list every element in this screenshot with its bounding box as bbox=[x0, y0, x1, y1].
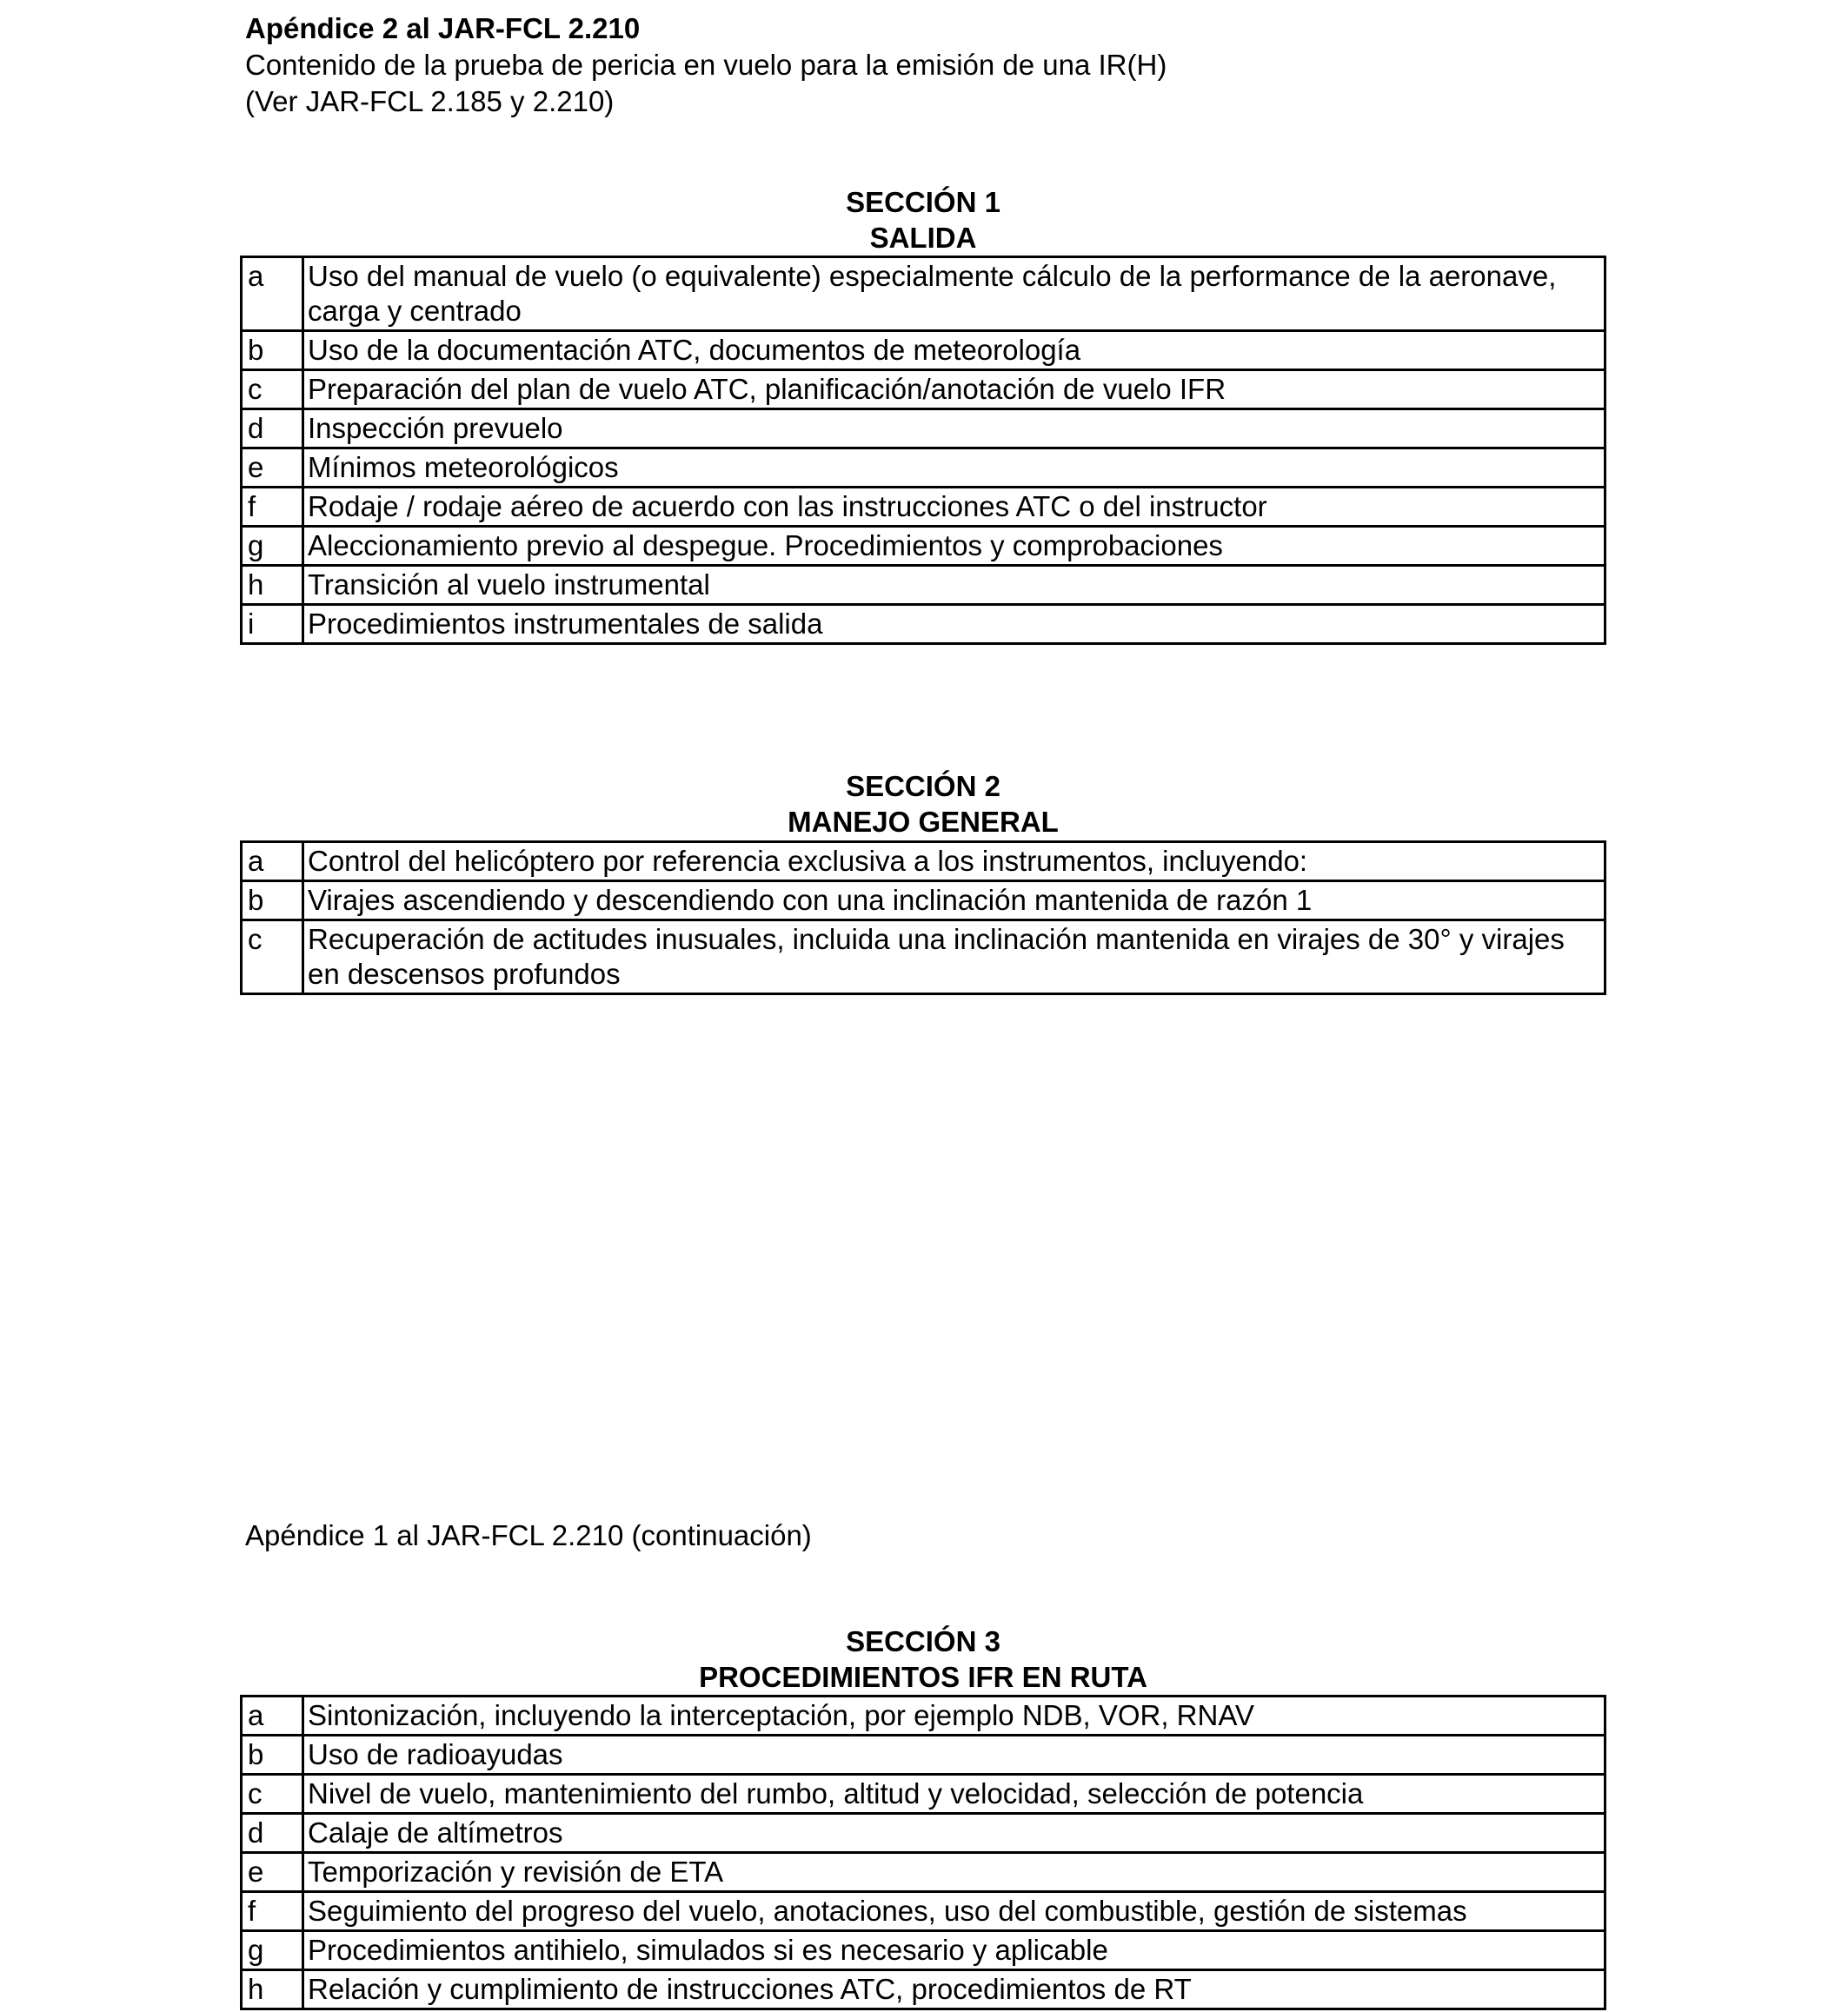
item-text: Inspección prevuelo bbox=[303, 409, 1605, 448]
section-2-name: MANEJO GENERAL bbox=[788, 806, 1059, 838]
table-row bbox=[242, 331, 1605, 370]
item-letter: d bbox=[242, 1814, 303, 1853]
section-3-table bbox=[240, 1695, 1606, 2010]
item-text: Transición al vuelo instrumental bbox=[303, 566, 1605, 605]
table-row bbox=[242, 1814, 1605, 1853]
item-letter: b bbox=[242, 1736, 303, 1775]
section-2-table bbox=[240, 840, 1606, 995]
section-3-number: SECCIÓN 3 bbox=[846, 1625, 1000, 1657]
table-row bbox=[242, 881, 1605, 920]
item-letter: b bbox=[242, 881, 303, 920]
table-row bbox=[242, 527, 1605, 566]
item-letter: h bbox=[242, 1970, 303, 2009]
table-row bbox=[242, 1697, 1605, 1736]
section-2-heading bbox=[240, 768, 1606, 840]
item-letter: c bbox=[242, 920, 303, 994]
table-row bbox=[242, 1775, 1605, 1814]
table-row bbox=[242, 370, 1605, 409]
table-row bbox=[242, 448, 1605, 488]
document-header bbox=[245, 10, 1167, 120]
section-1-heading bbox=[240, 184, 1606, 256]
table-row bbox=[242, 1970, 1605, 2009]
item-text: Recuperación de actitudes inusuales, incluida una inclinación mantenida en virajes de 30° y virajes en descensos profundos bbox=[303, 920, 1605, 994]
item-text: Sintonización, incluyendo la interceptación, por ejemplo NDB, VOR, RNAV bbox=[303, 1697, 1605, 1736]
table-row bbox=[242, 1853, 1605, 1892]
item-text: Procedimientos instrumentales de salida bbox=[303, 605, 1605, 644]
item-letter: e bbox=[242, 1853, 303, 1892]
item-letter: h bbox=[242, 566, 303, 605]
item-letter: e bbox=[242, 448, 303, 488]
item-text: Uso del manual de vuelo (o equivalente) especialmente cálculo de la performance de la aeronave, carga y centrado bbox=[303, 257, 1605, 331]
item-letter: i bbox=[242, 605, 303, 644]
item-text: Temporización y revisión de ETA bbox=[303, 1853, 1605, 1892]
item-letter: g bbox=[242, 527, 303, 566]
item-letter: c bbox=[242, 370, 303, 409]
item-text: Uso de la documentación ATC, documentos de meteorología bbox=[303, 331, 1605, 370]
section-3-heading bbox=[240, 1624, 1606, 1695]
section-3-name: PROCEDIMIENTOS IFR EN RUTA bbox=[699, 1661, 1147, 1693]
item-text: Control del helicóptero por referencia exclusiva a los instrumentos, incluyendo: bbox=[303, 842, 1605, 881]
item-letter: a bbox=[242, 842, 303, 881]
item-text: Relación y cumplimiento de instrucciones ATC, procedimientos de RT bbox=[303, 1970, 1605, 2009]
table-row bbox=[242, 920, 1605, 994]
table-row bbox=[242, 1736, 1605, 1775]
table-row bbox=[242, 409, 1605, 448]
item-text: Mínimos meteorológicos bbox=[303, 448, 1605, 488]
item-letter: c bbox=[242, 1775, 303, 1814]
table-row bbox=[242, 1931, 1605, 1970]
table-row bbox=[242, 257, 1605, 331]
section-1-number: SECCIÓN 1 bbox=[846, 186, 1000, 218]
item-text: Calaje de altímetros bbox=[303, 1814, 1605, 1853]
table-row bbox=[242, 488, 1605, 527]
item-letter: g bbox=[242, 1931, 303, 1970]
item-letter: d bbox=[242, 409, 303, 448]
item-letter: f bbox=[242, 488, 303, 527]
item-text: Preparación del plan de vuelo ATC, planificación/anotación de vuelo IFR bbox=[303, 370, 1605, 409]
item-text: Procedimientos antihielo, simulados si es necesario y aplicable bbox=[303, 1931, 1605, 1970]
section-2-number: SECCIÓN 2 bbox=[846, 770, 1000, 802]
appendix-subtitle: Contenido de la prueba de pericia en vuelo para la emisión de una IR(H) bbox=[245, 49, 1167, 81]
table-row bbox=[242, 566, 1605, 605]
table-row bbox=[242, 605, 1605, 644]
table-row bbox=[242, 1892, 1605, 1931]
item-letter: a bbox=[242, 1697, 303, 1736]
item-text: Virajes ascendiendo y descendiendo con una inclinación mantenida de razón 1 bbox=[303, 881, 1605, 920]
item-letter: f bbox=[242, 1892, 303, 1931]
appendix-reference: (Ver JAR-FCL 2.185 y 2.210) bbox=[245, 85, 615, 117]
item-text: Rodaje / rodaje aéreo de acuerdo con las instrucciones ATC o del instructor bbox=[303, 488, 1605, 527]
table-row bbox=[242, 842, 1605, 881]
item-text: Aleccionamiento previo al despegue. Procedimientos y comprobaciones bbox=[303, 527, 1605, 566]
item-text: Seguimiento del progreso del vuelo, anotaciones, uso del combustible, gestión de sistemas bbox=[303, 1892, 1605, 1931]
section-1-table bbox=[240, 256, 1606, 645]
item-letter: a bbox=[242, 257, 303, 331]
continuation-title: Apéndice 1 al JAR-FCL 2.210 (continuación) bbox=[245, 1519, 812, 1551]
item-text: Nivel de vuelo, mantenimiento del rumbo, altitud y velocidad, selección de potencia bbox=[303, 1775, 1605, 1814]
section-1-name: SALIDA bbox=[869, 222, 977, 254]
item-text: Uso de radioayudas bbox=[303, 1736, 1605, 1775]
item-letter: b bbox=[242, 331, 303, 370]
appendix-title: Apéndice 2 al JAR-FCL 2.210 bbox=[245, 12, 641, 44]
